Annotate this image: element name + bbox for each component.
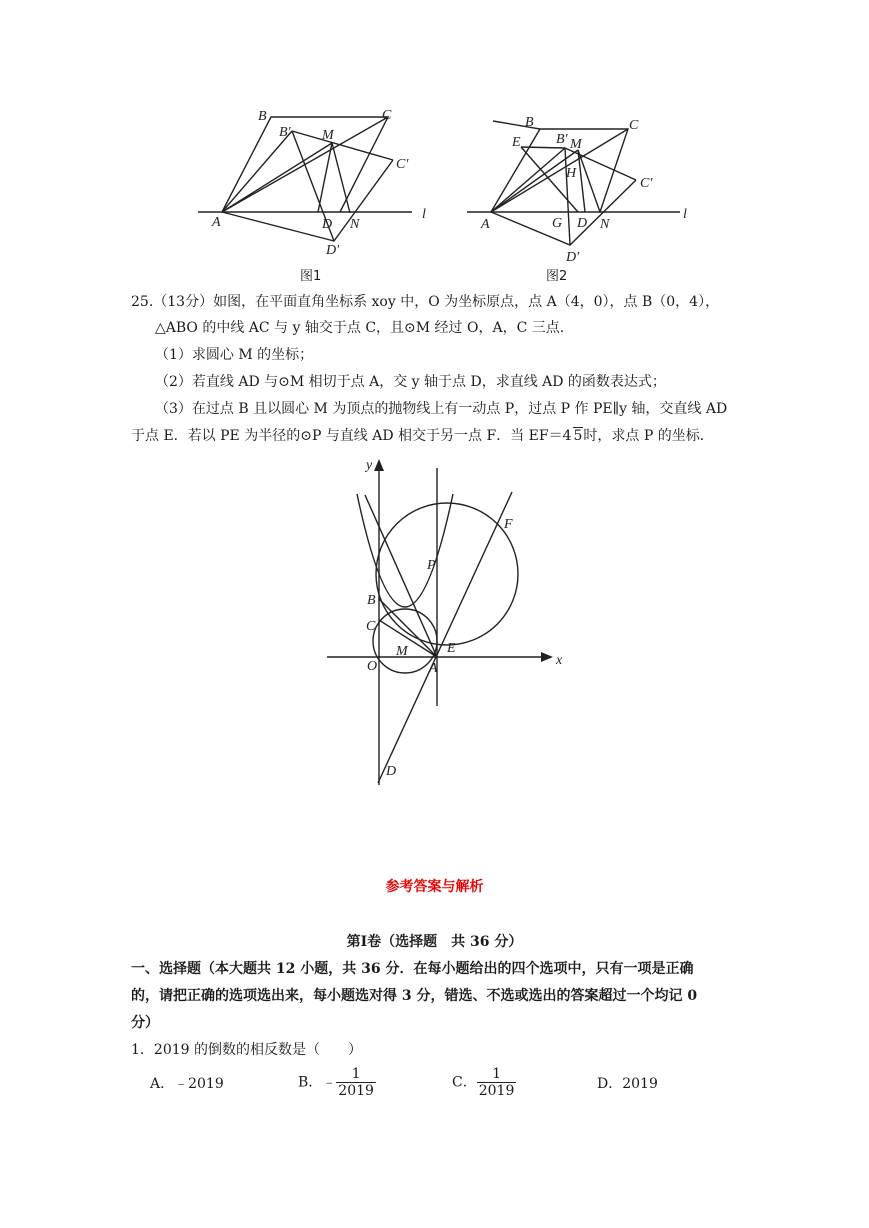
fig2-label-B-prime: B′ (556, 132, 568, 147)
point-label-F: F (504, 517, 513, 532)
fig1-label-D-prime: D′ (326, 243, 340, 258)
q25-part3-line2-post: 时，求点 P 的坐标． (583, 428, 714, 444)
fig1-label-C: C (382, 108, 392, 123)
fig1-label-B: B (258, 109, 267, 124)
q1-option-b-denominator: 2019 (338, 1083, 374, 1099)
section-intro-line2: 的，请把正确的选项选出来，每小题选对得 3 分，错选、不选或选出的答案超过一个均记 0 (131, 988, 698, 1004)
fig1-label-B-prime: B′ (279, 125, 291, 140)
fig2-label-B: B (525, 115, 534, 130)
q1-option-c-label: C． (452, 1074, 477, 1091)
fig1-label-D: D (322, 217, 333, 232)
point-label-M: M (396, 644, 408, 659)
fig2-label-E: E (512, 135, 521, 150)
q25-part3-line2-pre: 于点 E．若以 PE 为半径的⊙P 与直线 AD 相交于另一点 F．当 EF＝4 (131, 428, 572, 444)
q1-option-b-label: B．﹣ (298, 1074, 337, 1091)
point-label-P: P (427, 558, 436, 573)
q1-option-c-denominator: 2019 (478, 1083, 515, 1099)
q1-option-b (298, 1066, 376, 1099)
point-label-C: C (366, 619, 376, 634)
q25-part2: （2）若直线 AD 与⊙M 相切于点 A，交 y 轴于点 D，求直线 AD 的函数表达式； (155, 374, 666, 390)
q1-stem: 1．2019 的倒数的相反数是（ ） (131, 1042, 362, 1058)
q1-option-b-fraction (336, 1066, 376, 1099)
fig2-label-G: G (552, 216, 563, 231)
point-label-O: O (367, 659, 378, 674)
answer-heading: 参考答案与解析 (385, 879, 484, 895)
fig2-label-C-prime: C′ (640, 176, 653, 191)
q1-option-c (452, 1066, 516, 1099)
section-intro-line3: 分） (131, 1015, 159, 1031)
fig1-label-l: l (422, 207, 426, 222)
fig2-label-D: D (577, 216, 588, 231)
fig2-label-D-prime: D′ (566, 250, 580, 265)
point-label-A: A (429, 661, 438, 676)
q25-part1: （1）求圆心 M 的坐标； (155, 347, 314, 363)
q1-option-c-numerator: 1 (477, 1066, 517, 1083)
axis-label-y: y (366, 458, 373, 473)
fig1-label-A: A (212, 215, 221, 230)
fig2-label-N: N (600, 217, 610, 232)
fig2-label-A: A (481, 217, 490, 232)
section-heading: 第Ⅰ卷（选择题 共 36 分） (346, 934, 523, 950)
fig1-label-C-prime: C′ (396, 157, 409, 172)
fig2-caption: 图2 (546, 269, 568, 284)
fig2-label-M: M (570, 137, 582, 152)
sqrt-5: 5 (573, 428, 583, 444)
q1-option-d: D．2019 (597, 1076, 658, 1092)
q1-option-a: A．﹣2019 (150, 1076, 224, 1092)
coordinate-figure (320, 455, 570, 785)
point-label-B: B (367, 593, 376, 608)
q1-option-c-fraction (477, 1066, 517, 1099)
figure-2 (462, 108, 694, 273)
q1-option-b-numerator: 1 (336, 1066, 376, 1083)
fig2-label-C: C (629, 118, 639, 133)
fig2-label-l: l (683, 207, 687, 222)
fig1-caption: 图1 (300, 269, 322, 284)
q25-line2: △ABO 的中线 AC 与 y 轴交于点 C，且⊙M 经过 O，A，C 三点． (155, 320, 574, 336)
figure-1 (190, 100, 430, 285)
point-label-D: D (386, 764, 397, 779)
q25-line1: 25.（13分）如图，在平面直角坐标系 xoy 中，O 为坐标原点，点 A（4，0），点 B（0，4）， (131, 294, 720, 310)
point-label-E: E (447, 641, 456, 656)
q25-part3: （3）在过点 B 且以圆心 M 为顶点的抛物线上有一动点 P，过点 P 作 PE∥y 轴，交直线 AD (155, 401, 728, 417)
axis-label-x: x (556, 653, 563, 668)
fig1-label-N: N (350, 217, 360, 232)
fig2-label-H: H (566, 166, 577, 181)
q25-part3-line2 (131, 426, 714, 446)
fig1-label-M: M (322, 128, 334, 143)
section-intro-line1: 一、选择题（本大题共 12 小题，共 36 分．在每小题给出的四个选项中，只有一项是正确 (131, 961, 694, 977)
